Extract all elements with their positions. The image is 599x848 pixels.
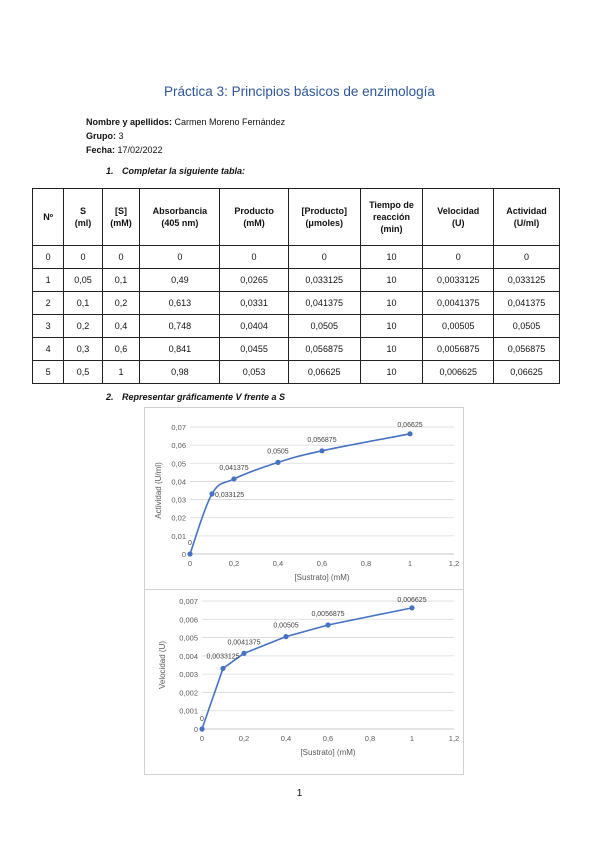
table-header-cell: Velocidad (U) (423, 189, 494, 246)
table-header-cell: [Producto] (μmoles) (288, 189, 360, 246)
y-tick-label: 0,004 (179, 651, 198, 661)
data-point (407, 431, 412, 436)
section-2-number: 2. (106, 392, 114, 402)
data-point (283, 634, 288, 639)
table-cell: 0,053 (220, 361, 289, 384)
table-cell: 10 (360, 315, 423, 338)
table-cell: 0,841 (140, 338, 220, 361)
table-cell: 0,0505 (288, 315, 360, 338)
x-tick-label: 1 (409, 734, 415, 743)
table-cell: 0,613 (140, 292, 220, 315)
table-header-cell: Nº (33, 189, 64, 246)
data-label: 0,0033125 (206, 653, 240, 661)
x-tick-label: 1 (407, 559, 413, 568)
x-tick-label: 0,8 (360, 559, 372, 568)
table-cell: 0,0041375 (423, 292, 494, 315)
table-header-cell: Tiempo de reacción (min) (360, 189, 423, 246)
group-line (86, 129, 124, 143)
section-2-heading (106, 392, 285, 402)
group-label: Grupo: (86, 131, 116, 141)
y-tick-label: 0 (193, 725, 198, 734)
table-header-cell: S (ml) (64, 189, 102, 246)
table-row (33, 338, 560, 361)
page-title: Práctica 3: Principios básicos de enzimología (164, 84, 435, 99)
table-header-cell: Producto (mM) (220, 189, 289, 246)
table-cell: 0 (494, 246, 560, 269)
chart-actividad (144, 407, 464, 591)
data-label: 0,06625 (397, 421, 423, 429)
section-2-text: Representar gráficamente V frente a S (122, 392, 286, 402)
table-body (33, 246, 560, 384)
name-value: Carmen Moreno Fernández (172, 117, 286, 127)
y-tick-label: 0,03 (171, 495, 186, 505)
group-value: 3 (116, 131, 124, 141)
data-label: 0,006625 (397, 596, 427, 604)
section-1-text: Completar la siguiente tabla: (122, 166, 246, 176)
table-cell: 0,98 (140, 361, 220, 384)
table-cell: 0,1 (64, 292, 102, 315)
table-row (33, 246, 560, 269)
data-point (241, 651, 246, 656)
chart-actividad-svg (145, 408, 463, 590)
data-label: 0 (188, 540, 192, 547)
table-cell: 0,748 (140, 315, 220, 338)
y-tick-label: 0,04 (171, 477, 186, 487)
table-cell: 0,0265 (220, 269, 289, 292)
table-row (33, 292, 560, 315)
table-cell: 0,041375 (288, 292, 360, 315)
y-tick-label: 0,006 (179, 615, 198, 625)
chart-velocidad (144, 589, 464, 775)
date-label: Fecha: (86, 145, 116, 155)
data-label: 0,0041375 (227, 639, 261, 647)
table-cell: 0,0404 (220, 315, 289, 338)
table-row (33, 315, 560, 338)
table-cell: 0,4 (102, 315, 140, 338)
date-value: 17/02/2022 (115, 145, 163, 155)
table-header-cell: Absorbancia (405 nm) (140, 189, 220, 246)
chart-velocidad-svg (145, 590, 463, 774)
table-row (33, 361, 560, 384)
section-1-heading (106, 166, 245, 176)
data-point (220, 666, 225, 671)
y-tick-label: 0,003 (179, 670, 198, 680)
y-axis-label: Actividad (U/ml) (154, 462, 163, 519)
x-tick-label: 0,6 (316, 559, 328, 568)
y-tick-label: 0,005 (179, 633, 198, 643)
table-cell: 0 (288, 246, 360, 269)
data-label: 0,041375 (219, 464, 249, 472)
table-cell: 0 (423, 246, 494, 269)
table-cell: 5 (33, 361, 64, 384)
y-tick-label: 0,002 (179, 688, 198, 698)
y-tick-label: 0,05 (171, 459, 186, 469)
table-cell: 0,0455 (220, 338, 289, 361)
y-tick-label: 0,01 (171, 531, 186, 541)
data-point (409, 605, 414, 610)
table-cell: 10 (360, 361, 423, 384)
table-row (33, 269, 560, 292)
data-point (275, 460, 280, 465)
data-point (199, 726, 204, 731)
data-label: 0,0056875 (311, 611, 345, 618)
table-cell: 10 (360, 246, 423, 269)
section-1-number: 1. (106, 166, 114, 176)
table-cell: 0,5 (64, 361, 102, 384)
x-tick-label: 0,2 (228, 559, 240, 568)
data-label: 0,00505 (273, 622, 299, 630)
data-label: 0,056875 (307, 436, 337, 444)
x-tick-label: 0 (199, 734, 205, 743)
x-axis-label: [Sustrato] (mM) (294, 573, 350, 582)
page-number: 1 (296, 788, 303, 799)
table-cell: 0,06625 (494, 361, 560, 384)
table-header-row (33, 189, 560, 246)
x-tick-label: 0,6 (322, 734, 334, 743)
table-cell: 0,056875 (288, 338, 360, 361)
table-cell: 0,06625 (288, 361, 360, 384)
table-header-cell: Actividad (U/ml) (494, 189, 560, 246)
table-cell: 10 (360, 292, 423, 315)
table-cell: 0 (64, 246, 102, 269)
data-point (231, 476, 236, 481)
table-cell: 0 (102, 246, 140, 269)
table-cell: 0,49 (140, 269, 220, 292)
table-cell: 10 (360, 269, 423, 292)
table-cell: 0,3 (64, 338, 102, 361)
table-cell: 4 (33, 338, 64, 361)
table-cell: 0,033125 (288, 269, 360, 292)
x-tick-label: 1,2 (448, 734, 460, 743)
data-label: 0,033125 (215, 491, 245, 499)
data-point (325, 622, 330, 627)
table-cell: 0 (220, 246, 289, 269)
y-tick-label: 0 (181, 550, 186, 559)
data-point (209, 491, 214, 496)
table-cell: 0,006625 (423, 361, 494, 384)
data-table (32, 188, 560, 384)
table-cell: 0,05 (64, 269, 102, 292)
x-tick-label: 0,2 (238, 734, 250, 743)
y-tick-label: 0,07 (171, 423, 186, 432)
table-cell: 0,0033125 (423, 269, 494, 292)
table-cell: 0,0331 (220, 292, 289, 315)
data-label: 0,0505 (267, 448, 289, 456)
table-cell: 0,0505 (494, 315, 560, 338)
table-cell: 0,1 (102, 269, 140, 292)
table-cell: 0,056875 (494, 338, 560, 361)
table-cell: 0,6 (102, 338, 140, 361)
table-cell: 0 (33, 246, 64, 269)
table-cell: 0,2 (64, 315, 102, 338)
y-tick-label: 0,001 (179, 706, 198, 716)
data-label: 0 (200, 716, 204, 723)
y-tick-label: 0,02 (171, 513, 186, 523)
x-axis-label: [Sustrato] (mM) (300, 748, 356, 757)
y-tick-label: 0,06 (171, 441, 186, 451)
table-cell: 0,00505 (423, 315, 494, 338)
table-cell: 0,033125 (494, 269, 560, 292)
x-tick-label: 0,4 (280, 734, 292, 743)
data-point (319, 448, 324, 453)
table-cell: 0 (140, 246, 220, 269)
name-label: Nombre y apellidos: (86, 117, 173, 127)
x-tick-label: 0 (187, 559, 193, 568)
x-tick-label: 1,2 (448, 559, 460, 568)
table-cell: 0,041375 (494, 292, 560, 315)
table-cell: 2 (33, 292, 64, 315)
table-cell: 0,0056875 (423, 338, 494, 361)
table-cell: 3 (33, 315, 64, 338)
table-cell: 10 (360, 338, 423, 361)
date-line (86, 143, 163, 157)
table-cell: 1 (102, 361, 140, 384)
table-header-cell: [S] (mM) (102, 189, 140, 246)
table-cell: 1 (33, 269, 64, 292)
y-tick-label: 0,007 (179, 597, 198, 606)
y-axis-label: Velocidad (U) (158, 640, 167, 690)
x-tick-label: 0,8 (364, 734, 376, 743)
data-point (187, 551, 192, 556)
table-cell: 0,2 (102, 292, 140, 315)
x-tick-label: 0,4 (272, 559, 284, 568)
name-line (86, 115, 285, 129)
